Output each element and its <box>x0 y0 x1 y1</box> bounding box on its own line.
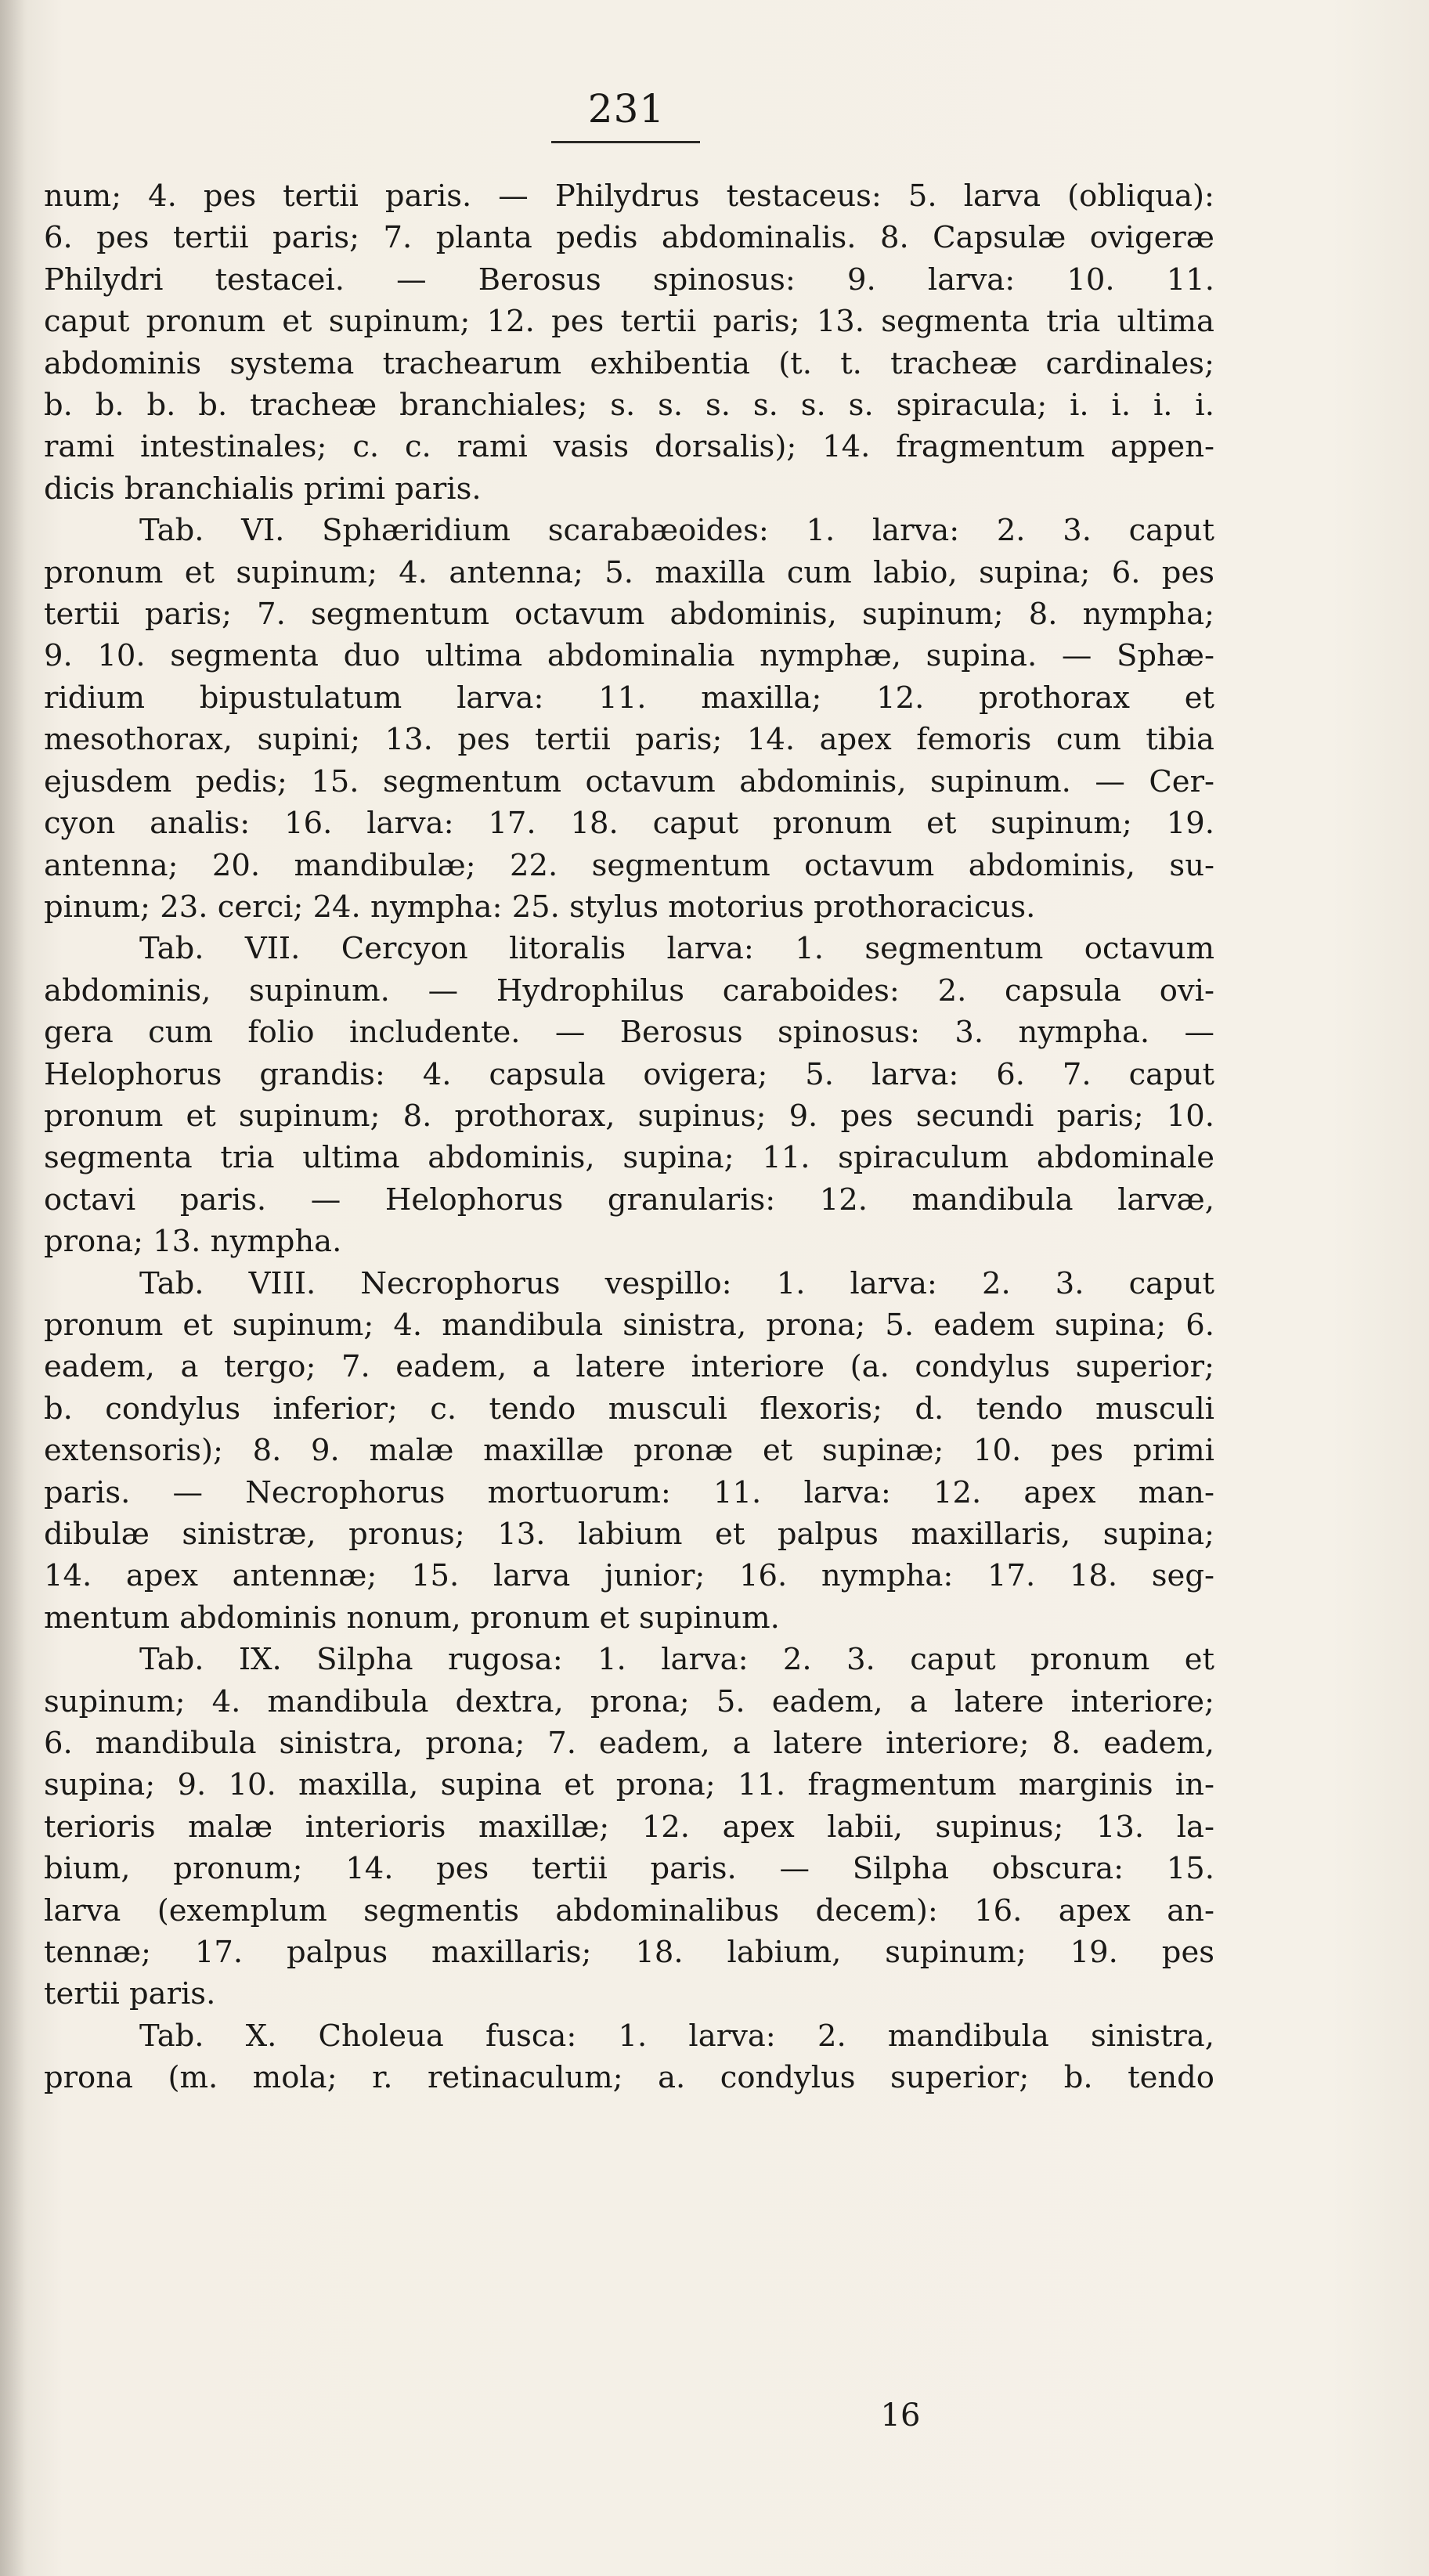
text-line: b. condylus inferior; c. tendo musculi flexoris; d. tendo musculi <box>44 1391 1214 1427</box>
text-line: antenna; 20. mandibulæ; 22. segmentum octavum abdominis, su- <box>44 847 1214 883</box>
text-line: eadem, a tergo; 7. eadem, a latere interiore (a. condylus superior; <box>44 1349 1214 1385</box>
text-line: octavi paris. — Helophorus granularis: 12. mandibula larvæ, <box>44 1182 1214 1218</box>
text-line: Tab. X. Choleua fusca: 1. larva: 2. mandibula sinistra, <box>139 2018 1214 2054</box>
text-line: Tab. VI. Sphæridium scarabæoides: 1. larva: 2. 3. caput <box>139 513 1214 549</box>
text-line: ejusdem pedis; 15. segmentum octavum abdominis, supinum. — Cer- <box>44 763 1214 799</box>
text-line: b. b. b. b. tracheæ branchiales; s. s. s. s. s. s. spiracula; i. i. i. i. <box>44 388 1214 424</box>
text-line: Tab. VIII. Necrophorus vespillo: 1. larva: 2. 3. caput <box>139 1265 1214 1301</box>
text-line: gera cum folio includente. — Berosus spinosus: 3. nympha. — <box>44 1015 1214 1051</box>
text-line: Helophorus grandis: 4. capsula ovigera; 5. larva: 6. 7. caput <box>44 1056 1214 1092</box>
text-line: tennæ; 17. palpus maxillaris; 18. labium, supinum; 19. pes <box>44 1935 1214 1971</box>
text-line: paris. — Necrophorus mortuorum: 11. larva: 12. apex man- <box>44 1474 1214 1510</box>
text-line: Tab. VII. Cercyon litoralis larva: 1. segmentum octavum <box>139 931 1214 967</box>
text-line: 6. pes tertii paris; 7. planta pedis abdominalis. 8. Capsulæ ovigeræ <box>44 220 1214 256</box>
text-line: Philydri testacei. — Berosus spinosus: 9. larva: 10. 11. <box>44 262 1214 298</box>
page-number: 231 <box>587 86 666 132</box>
text-line: abdominis systema trachearum exhibentia (t. t. tracheæ cardinales; <box>44 345 1214 381</box>
text-line: 9. 10. segmenta duo ultima abdominalia nymphæ, supina. — Sphæ- <box>44 638 1214 674</box>
text-line: pinum; 23. cerci; 24. nympha: 25. stylus motorius prothoracicus. <box>44 889 1036 925</box>
text-line: segmenta tria ultima abdominis, supina; 11. spiraculum abdominale <box>44 1140 1214 1176</box>
text-line: caput pronum et supinum; 12. pes tertii paris; 13. segmenta tria ultima <box>44 304 1214 340</box>
text-line: ridium bipustulatum larva: 11. maxilla; 12. prothorax et <box>44 680 1214 716</box>
body-text <box>44 175 1214 2099</box>
text-line: prona (m. mola; r. retinaculum; a. condylus superior; b. tendo <box>44 2060 1214 2096</box>
text-line: 14. apex antennæ; 15. larva junior; 16. nympha: 17. 18. seg- <box>44 1558 1214 1594</box>
header-rule <box>551 141 700 143</box>
text-line: extensoris); 8. 9. malæ maxillæ pronæ et supinæ; 10. pes primi <box>44 1433 1214 1469</box>
text-line: dibulæ sinistræ, pronus; 13. labium et palpus maxillaris, supina; <box>44 1517 1214 1552</box>
text-line: prona; 13. nympha. <box>44 1224 342 1260</box>
text-line: supinum; 4. mandibula dextra, prona; 5. eadem, a latere interiore; <box>44 1683 1214 1719</box>
spine-shadow <box>0 0 27 2576</box>
text-line: mesothorax, supini; 13. pes tertii paris; 14. apex femoris cum tibia <box>44 722 1214 758</box>
text-line: pronum et supinum; 4. mandibula sinistra, prona; 5. eadem supina; 6. <box>44 1307 1214 1343</box>
text-line: dicis branchialis primi paris. <box>44 471 482 507</box>
text-line: 6. mandibula sinistra, prona; 7. eadem, a latere interiore; 8. eadem, <box>44 1726 1214 1762</box>
text-line: supina; 9. 10. maxilla, supina et prona; 11. fragmentum marginis in- <box>44 1767 1214 1803</box>
signature-mark: 16 <box>880 2397 921 2433</box>
text-line: Tab. IX. Silpha rugosa: 1. larva: 2. 3. caput pronum et <box>139 1642 1214 1678</box>
text-line: pronum et supinum; 4. antenna; 5. maxilla cum labio, supina; 6. pes <box>44 554 1214 590</box>
text-line: larva (exemplum segmentis abdominalibus decem): 16. apex an- <box>44 1892 1214 1928</box>
text-line: bium, pronum; 14. pes tertii paris. — Silpha obscura: 15. <box>44 1851 1214 1887</box>
text-line: num; 4. pes tertii paris. — Philydrus testaceus: 5. larva (obliqua): <box>44 179 1214 214</box>
text-line: abdominis, supinum. — Hydrophilus caraboides: 2. capsula ovi- <box>44 972 1214 1008</box>
text-line: rami intestinales; c. c. rami vasis dorsalis); 14. fragmentum appen- <box>44 429 1214 465</box>
text-line: mentum abdominis nonum, pronum et supinum. <box>44 1600 780 1636</box>
text-line: cyon analis: 16. larva: 17. 18. caput pronum et supinum; 19. <box>44 806 1214 842</box>
text-line: pronum et supinum; 8. prothorax, supinus; 9. pes secundi paris; 10. <box>44 1098 1214 1134</box>
text-line: terioris malæ interioris maxillæ; 12. apex labii, supinus; 13. la- <box>44 1809 1214 1845</box>
text-line: tertii paris. <box>44 1976 216 2012</box>
text-line: tertii paris; 7. segmentum octavum abdominis, supinum; 8. nympha; <box>44 597 1214 633</box>
